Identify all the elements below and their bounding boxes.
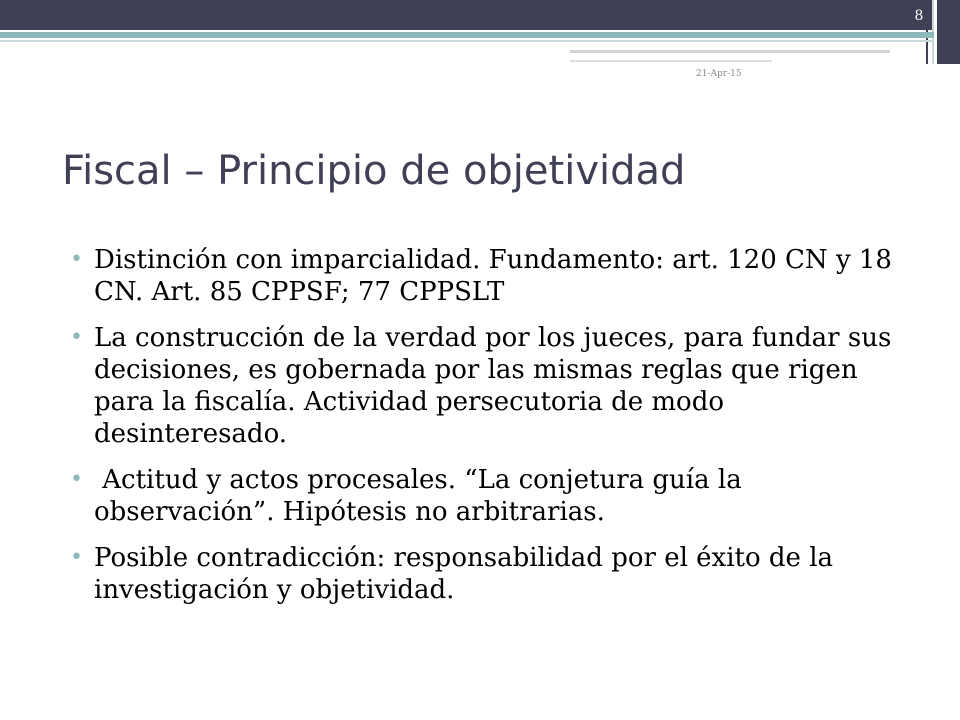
- bullet-text: La construcción de la verdad por los jueces, para fundar sus decisiones, es gobernada por las mismas reglas que rigen para la fiscalía. Actividad persecutoria de modo desinteresado.: [94, 323, 892, 449]
- bullet-text: Actitud y actos procesales. “La conjetura guía la observación”. Hipótesis no arbitrarias.: [94, 465, 750, 527]
- bullet-dot-icon: •: [70, 247, 83, 272]
- decorative-rule: [570, 50, 890, 53]
- page-number: 8: [914, 8, 924, 24]
- bullet-item: [64, 322, 904, 450]
- bullet-text: Distinción con imparcialidad. Fundamento: art. 120 CN y 18 CN. Art. 85 CPPSF; 77 CPPSLT: [94, 245, 892, 307]
- header-accent-line: [0, 32, 934, 38]
- slide-title: Fiscal – Principio de objetividad: [62, 148, 686, 194]
- header-accent-line-thin: [0, 40, 934, 42]
- header-band-right: [937, 0, 960, 64]
- bullet-item: [64, 464, 904, 528]
- header-band: [0, 0, 934, 30]
- bullet-item: [64, 244, 904, 308]
- bullet-list: [64, 244, 904, 620]
- bullet-dot-icon: •: [70, 545, 83, 570]
- bullet-text: Posible contradicción: responsabilidad por el éxito de la investigación y objetividad.: [94, 543, 834, 605]
- decorative-rule-short: [570, 60, 772, 62]
- bullet-dot-icon: •: [70, 325, 83, 350]
- bullet-item: [64, 542, 904, 606]
- bullet-dot-icon: •: [70, 467, 83, 492]
- slide-date: 21-Apr-15: [696, 69, 742, 79]
